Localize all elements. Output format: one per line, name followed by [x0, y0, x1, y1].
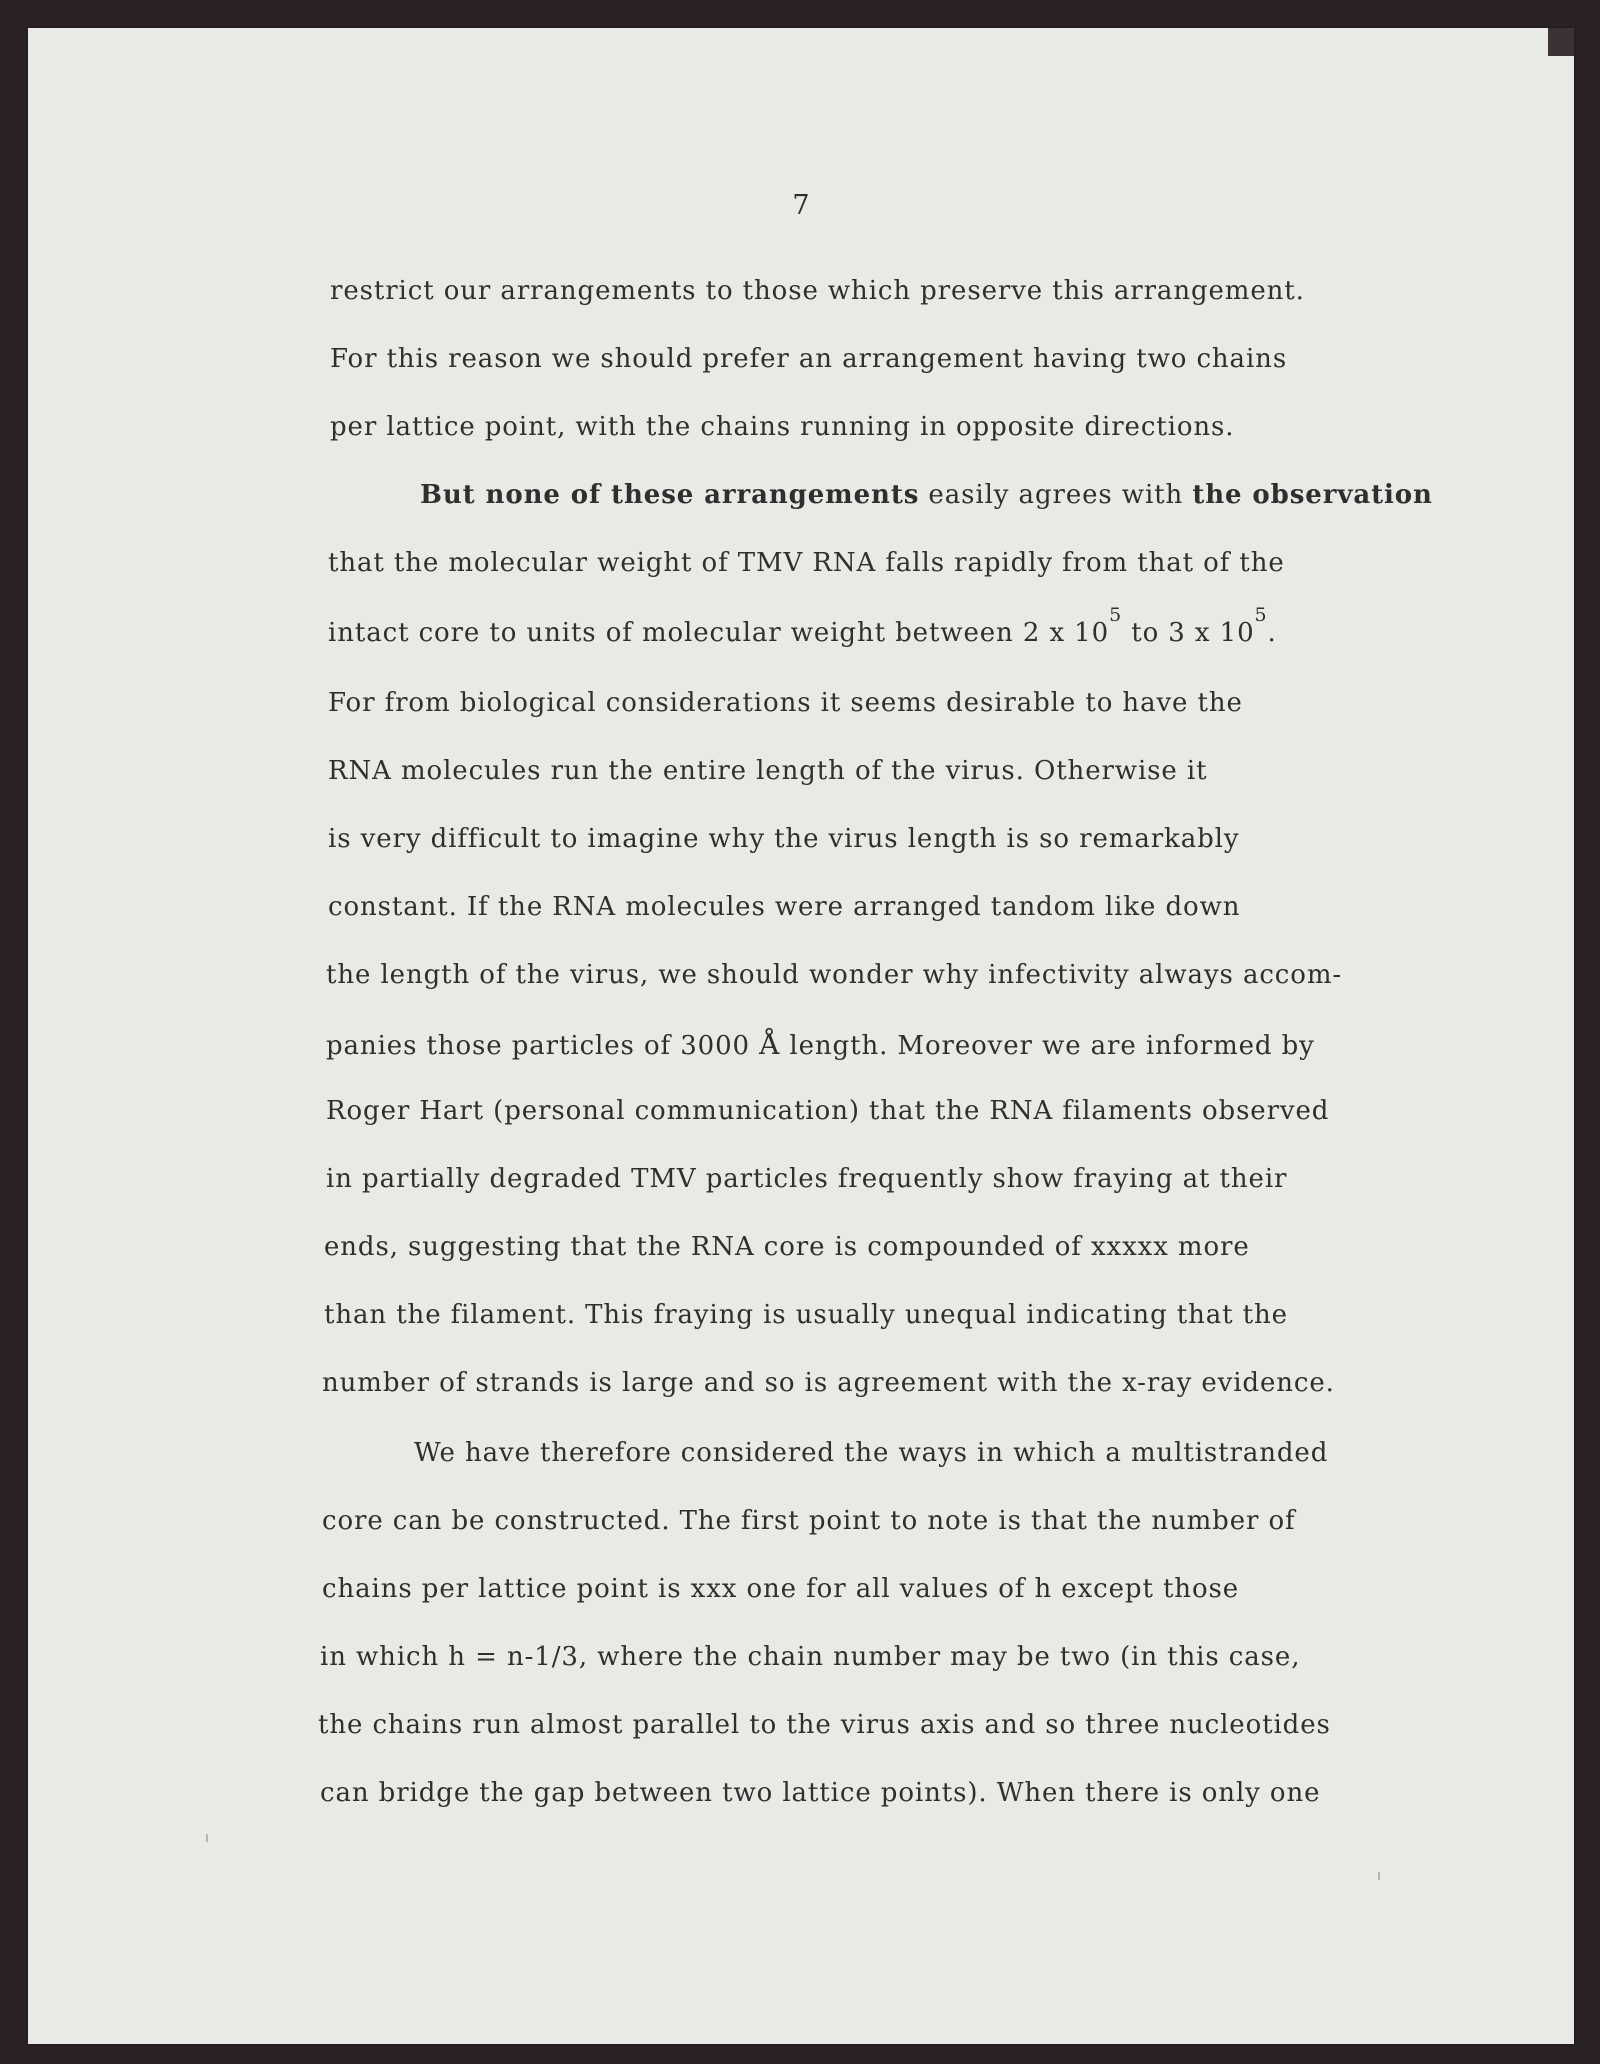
paper-speck: [1378, 1872, 1380, 1880]
text-line: [328, 604, 1277, 648]
text-line: that the molecular weight of TMV RNA falls rapidly from that of the: [328, 548, 1285, 578]
plain-text: easily agrees with: [919, 480, 1193, 510]
text-segment: to 3 x 10: [1122, 618, 1255, 648]
text-line: can bridge the gap between two lattice points). When there is only one: [320, 1778, 1321, 1808]
text-line: core can be constructed. The first point to note is that the number of: [322, 1506, 1296, 1536]
text-line: RNA molecules run the entire length of the virus. Otherwise it: [328, 756, 1208, 786]
text-segment: intact core to units of molecular weight between 2 x 10: [328, 618, 1110, 648]
superscript: 5: [1254, 604, 1268, 626]
text-line: chains per lattice point is xxx one for all values of h except those: [322, 1574, 1240, 1604]
bold-text: the observation: [1192, 480, 1433, 510]
bold-text: But none of these arrangements: [420, 480, 920, 510]
text-line: the length of the virus, we should wonder why infectivity always accom-: [326, 960, 1343, 990]
text-segment: length. Moreover we are informed by: [780, 1031, 1315, 1061]
text-line: than the filament. This fraying is usually unequal indicating that the: [324, 1300, 1288, 1330]
text-line: [326, 1028, 1315, 1061]
text-line: number of strands is large and so is agreement with the x-ray evidence.: [322, 1368, 1335, 1398]
angstrom-unit: Å: [759, 1028, 781, 1061]
text-line: For from biological considerations it seems desirable to have the: [328, 688, 1243, 718]
text-line: per lattice point, with the chains running in opposite directions.: [330, 412, 1235, 442]
text-line: For this reason we should prefer an arrangement having two chains: [330, 344, 1288, 374]
text-line: We have therefore considered the ways in which a multistranded: [414, 1438, 1329, 1468]
text-line: constant. If the RNA molecules were arranged tandom like down: [328, 892, 1241, 922]
text-segment: panies those particles of 3000: [326, 1031, 760, 1061]
text-line: [420, 480, 1433, 510]
text-line: is very difficult to imagine why the virus length is so remarkably: [328, 824, 1240, 854]
superscript: 5: [1109, 604, 1123, 626]
text-line: in which h = n-1/3, where the chain number may be two (in this case,: [320, 1642, 1301, 1672]
text-line: Roger Hart (personal communication) that the RNA filaments observed: [326, 1096, 1330, 1126]
text-line: restrict our arrangements to those which preserve this arrangement.: [330, 276, 1305, 306]
text-segment: .: [1267, 618, 1277, 648]
text-line: ends, suggesting that the RNA core is compounded of xxxxx more: [324, 1232, 1250, 1262]
document-page: [28, 28, 1574, 2044]
text-line: in partially degraded TMV particles frequently show fraying at their: [326, 1164, 1288, 1194]
page-corner: [1548, 28, 1574, 56]
text-line: the chains run almost parallel to the virus axis and so three nucleotides: [318, 1710, 1331, 1740]
page-number: 7: [792, 190, 810, 221]
paper-speck: [206, 1834, 208, 1842]
